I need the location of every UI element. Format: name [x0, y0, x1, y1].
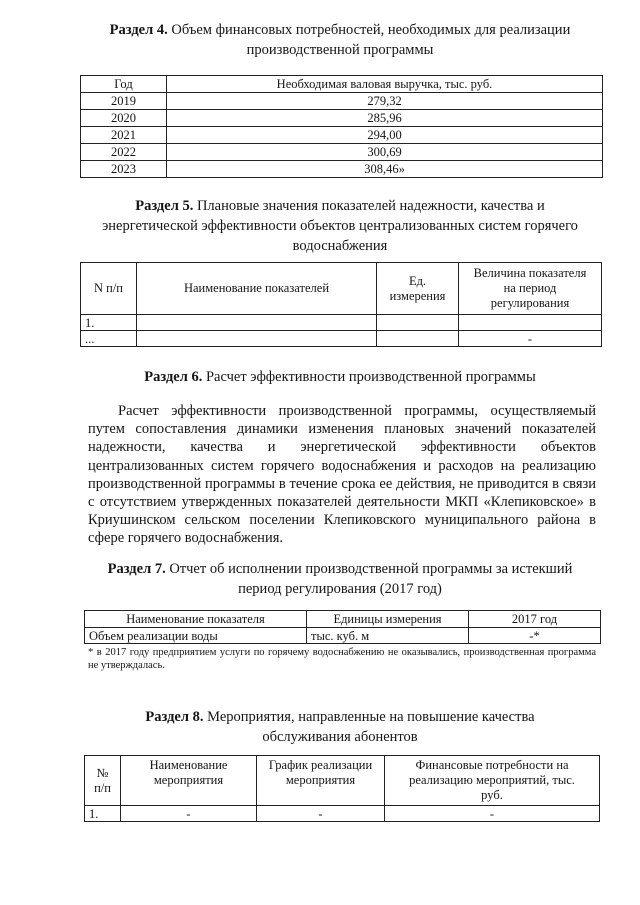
table-row — [81, 161, 603, 178]
section8-heading — [80, 707, 600, 747]
row-name — [137, 315, 377, 331]
table-row — [81, 110, 603, 127]
header-measure-name — [121, 756, 257, 806]
header-value-line3: регулирования — [490, 296, 570, 310]
row-unit — [377, 315, 459, 331]
header-unit-line2: измерения — [389, 288, 446, 303]
row-value: -* — [469, 628, 601, 644]
header-value — [459, 263, 602, 315]
section7-title-line2: период регулирования (2017 год) — [238, 581, 442, 597]
section5-title-line1: Плановые значения показателей надежности, качества и — [196, 198, 545, 214]
table-row — [81, 315, 602, 331]
header-financial-line3: руб. — [481, 788, 503, 802]
header-revenue: Необходимая валовая выручка, тыс. руб. — [167, 76, 603, 93]
table-row — [81, 331, 602, 347]
table-header-row — [85, 756, 600, 806]
header-value-line1: Величина показателя — [473, 266, 587, 280]
header-schedule — [257, 756, 385, 806]
row-name — [137, 331, 377, 347]
year-cell: 2023 — [81, 161, 167, 178]
section4-title-line1: Объем финансовых потребностей, необходимых для реализации — [171, 22, 571, 38]
row-name: - — [121, 806, 257, 822]
section7-label: Раздел 7. — [107, 561, 166, 577]
table-row — [81, 144, 603, 161]
header-num — [85, 756, 121, 806]
table-row — [85, 628, 601, 644]
header-unit-line1: Ед. — [408, 273, 427, 288]
revenue-table — [80, 75, 603, 178]
table-row — [81, 127, 603, 144]
section6-label: Раздел 6. — [144, 369, 203, 385]
year-cell: 2021 — [81, 127, 167, 144]
revenue-cell: 279,32 — [167, 93, 603, 110]
revenue-cell: 300,69 — [167, 144, 603, 161]
section8-title-line2: обслуживания абонентов — [262, 729, 418, 745]
header-num-line2: п/п — [94, 780, 111, 795]
header-indicator-name: Наименование показателей — [137, 263, 377, 315]
footnote: * в 2017 году предприятием услуги по горячему водоснабжению не оказывались, производственная программа не утверждалась. — [88, 647, 596, 671]
header-schedule-line1: График реализации — [268, 758, 373, 772]
header-schedule-line2: мероприятия — [285, 773, 356, 787]
revenue-cell: 294,00 — [167, 127, 603, 144]
header-financial-needs — [385, 756, 600, 806]
year-cell: 2019 — [81, 93, 167, 110]
revenue-cell: 285,96 — [167, 110, 603, 127]
row-financial: - — [385, 806, 600, 822]
table-header-row — [81, 263, 602, 315]
row-value — [459, 315, 602, 331]
year-cell: 2020 — [81, 110, 167, 127]
section6-title: Расчет эффективности производственной программы — [205, 369, 536, 385]
row-unit: тыс. куб. м — [307, 628, 469, 644]
header-financial-line2: реализацию мероприятий, тыс. — [409, 773, 575, 787]
header-financial-line1: Финансовые потребности на — [415, 758, 569, 772]
section5-title-line2: энергетической эффективности объектов централизованных систем горячего — [102, 218, 578, 234]
header-num: N п/п — [81, 263, 137, 315]
measures-table — [84, 755, 600, 822]
row-unit — [377, 331, 459, 347]
section4-label: Раздел 4. — [109, 22, 168, 38]
revenue-cell: 308,46» — [167, 161, 603, 178]
section6-paragraph — [88, 402, 596, 548]
header-value-line2: на период — [503, 281, 557, 295]
header-indicator: Наименование показателя — [85, 611, 307, 628]
section4-heading — [80, 20, 600, 60]
section5-title-line3: водоснабжения — [292, 238, 388, 254]
section8-title-line1: Мероприятия, направленные на повышение качества — [207, 709, 535, 725]
section5-heading — [80, 196, 600, 256]
year-cell: 2022 — [81, 144, 167, 161]
header-num-line1: № — [96, 765, 109, 780]
table-header-row — [85, 611, 601, 628]
table-header-row — [81, 76, 603, 93]
row-num: 1. — [85, 806, 121, 822]
section6-paragraph-text: Расчет эффективности производственной программы, осуществляемый путем сопоставления динамики изменения плановых значений показателей надежности, качества и энергетической эффективности объектов централизованных систем горячего водоснабжения и расходов на реализацию производственной программы в течение срока ее действия, не приводится в связи с отсутствием утвержденных показателей деятельности МКП «Клепиковское» в Криушинском сельском поселении Клепиковского муниципального района в сфере горячего водоснабжения. — [88, 403, 596, 547]
section8-label: Раздел 8. — [145, 709, 204, 725]
indicators-table — [80, 262, 602, 347]
table-row — [81, 93, 603, 110]
row-num: 1. — [81, 315, 137, 331]
header-year: Год — [81, 76, 167, 93]
header-measure-name-line1: Наименование — [149, 758, 228, 772]
table-row — [85, 806, 600, 822]
section6-heading — [80, 367, 600, 387]
row-schedule: - — [257, 806, 385, 822]
header-unit: Единицы измерения — [307, 611, 469, 628]
section5-label: Раздел 5. — [135, 198, 194, 214]
row-num: ... — [81, 331, 137, 347]
report-table — [84, 610, 601, 644]
section7-title-line1: Отчет об исполнении производственной программы за истекший — [169, 561, 573, 577]
header-year: 2017 год — [469, 611, 601, 628]
row-value: - — [459, 331, 602, 347]
header-measure-name-line2: мероприятия — [153, 773, 224, 787]
section7-heading — [80, 559, 600, 599]
row-name: Объем реализации воды — [85, 628, 307, 644]
header-unit — [377, 263, 459, 315]
section4-title-line2: производственной программы — [246, 42, 434, 58]
